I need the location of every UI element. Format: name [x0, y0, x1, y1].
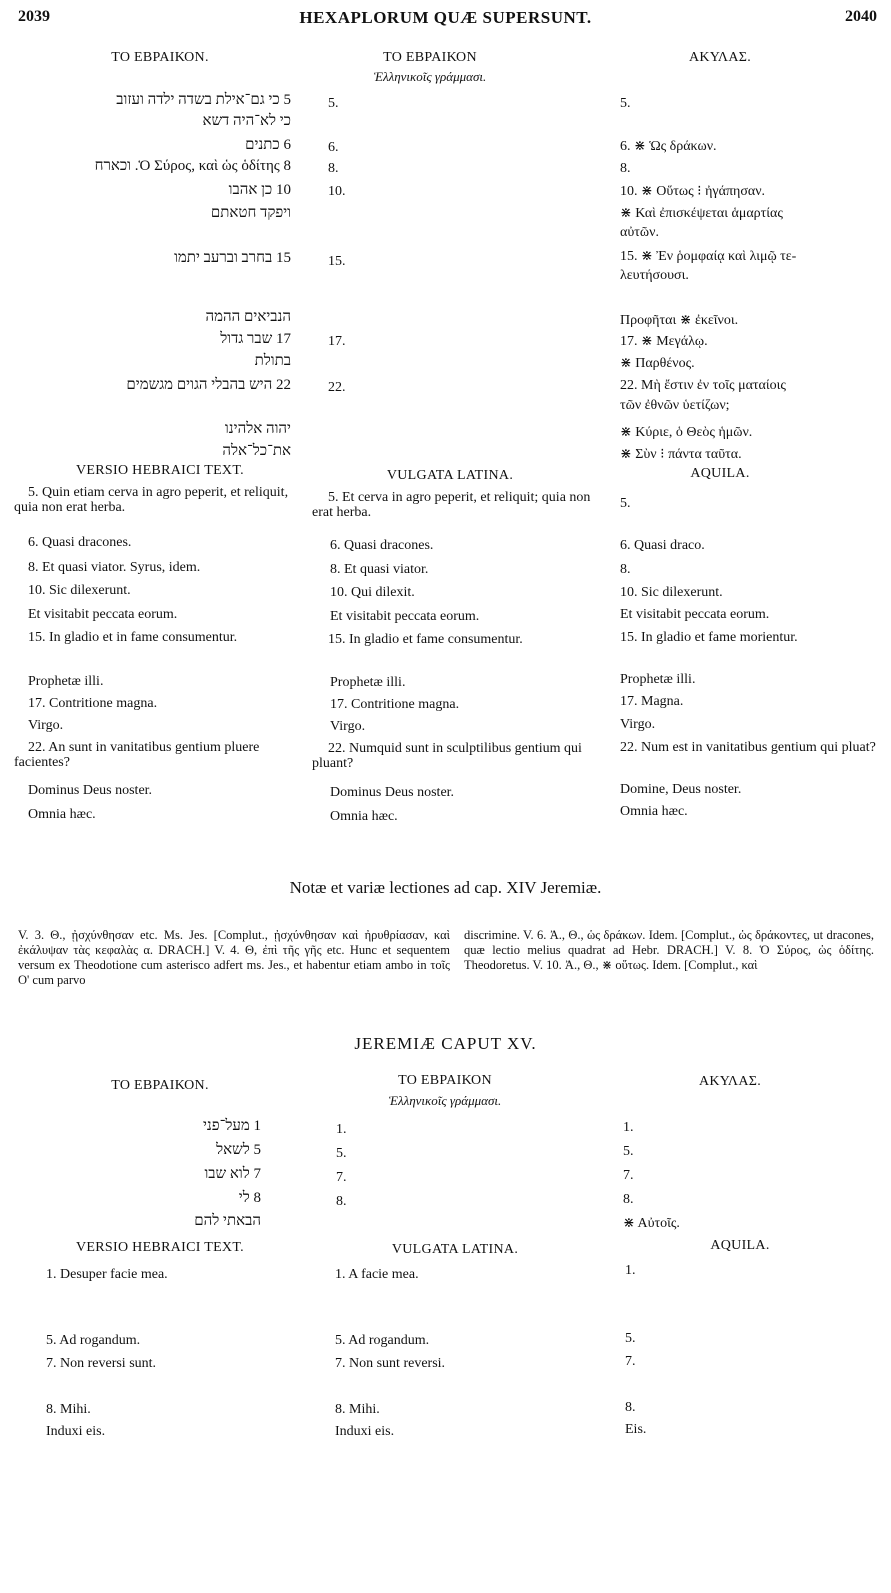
notes-title: Notæ et variæ lectiones ad cap. XIV Jeremiæ.	[289, 878, 602, 897]
hebrew-line: 5 לשאל	[216, 1142, 261, 1158]
verse-number: 15.	[328, 254, 346, 269]
versio-line: 5. Ad rogandum.	[46, 1333, 141, 1348]
aquila-greek-line: 15. ⋇ Ἐν ῥομφαίᾳ καὶ λιμῷ τε-	[620, 249, 797, 264]
aquila-greek-line: 5.	[620, 96, 631, 111]
hebrew-line: 6 כתנים	[245, 137, 291, 153]
vulgata-line: 22. Numquid sunt in sculptilibus gentium qui pluant?	[312, 741, 582, 771]
vulgata-line: 15. In gladio et fame consumentur.	[328, 632, 523, 647]
vulgata-line: Et visitabit peccata eorum.	[330, 609, 480, 624]
hebrew-line: את־כל־אלה	[222, 443, 291, 459]
versio-line: Omnia hæc.	[28, 807, 96, 822]
aquila-greek-line: ⋇ Κύριε, ὁ Θεὸς ἡμῶν.	[620, 425, 753, 440]
vulgata-line: 6. Quasi dracones.	[330, 538, 434, 553]
page-number-left: 2039	[18, 8, 50, 25]
versio-line: 7. Non reversi sunt.	[46, 1356, 157, 1371]
latin-header-vulgata: VULGATA LATINA.	[386, 468, 514, 483]
hebrew-line: יהוה אלהינו	[224, 421, 291, 437]
vulgata-line: 8. Et quasi viator.	[330, 562, 429, 577]
latin-header-aquila: AQUILA.	[690, 466, 750, 481]
verse-number: 6.	[328, 140, 339, 155]
vulgata-line: Dominus Deus noster.	[330, 785, 455, 800]
aquila-latin-line: Domine, Deus noster.	[620, 782, 742, 797]
latin-header-vulgata: VULGATA LATINA.	[391, 1242, 519, 1257]
verse-number: 5.	[336, 1146, 347, 1161]
col-header-hebraikon: ΤΟ ΕΒΡΑΙΚΟΝ.	[111, 1078, 209, 1093]
page-number-right: 2040	[845, 8, 877, 25]
aquila-greek-line: 8.	[623, 1192, 634, 1207]
hebrew-line: 7 לוא שבו	[204, 1166, 261, 1182]
verse-number: 7.	[336, 1170, 347, 1185]
verse-number: 8.	[328, 161, 339, 176]
vulgata-line: Omnia hæc.	[330, 809, 398, 824]
aquila-greek-line: Προφῆται ⋇ ἐκεῖνοι.	[620, 313, 739, 328]
aquila-greek-line: 17. ⋇ Μεγάλῳ.	[620, 334, 708, 349]
aquila-greek-line: 22. Μὴ ἔστιν ἐν τοῖς ματαίοις	[620, 378, 786, 393]
aquila-latin-line: Prophetæ illi.	[620, 672, 696, 687]
versio-line: 8. Et quasi viator. Syrus, idem.	[28, 560, 201, 575]
vulgata-line: 17. Contritione magna.	[330, 697, 460, 712]
aquila-latin-line: 15. In gladio et fame morientur.	[620, 630, 798, 645]
aquila-latin-line: Et visitabit peccata eorum.	[620, 607, 770, 622]
col-header-akylas: ΑΚΥΛΑΣ.	[698, 1074, 762, 1089]
versio-line: 5. Quin etiam cerva in agro peperit, et reliquit, quia non erat herba.	[14, 485, 289, 515]
aquila-latin-line: 6. Quasi draco.	[620, 538, 705, 553]
aquila-latin-line: 5.	[625, 1331, 636, 1346]
hebrew-line: 1 מעל־פני	[202, 1118, 261, 1134]
verse-number: 10.	[328, 184, 346, 199]
aquila-greek-line: 6. ⋇ Ὡς δράκων.	[620, 139, 717, 154]
aquila-latin-line: Virgo.	[620, 717, 656, 732]
aquila-latin-line: 17. Magna.	[620, 694, 684, 709]
aquila-greek-line: τῶν ἐθνῶν ὑετίζων;	[620, 398, 730, 413]
versio-line: Induxi eis.	[46, 1424, 106, 1439]
notes-left-column: V. 3. Θ., ᾐσχύνθησαν etc. Ms. Jes. [Complut., ᾐσχύνθησαν καὶ ἠρυθρίασαν, καὶ ἐκάλυψαν τὰς κεφαλὰς α. DRACH.] V. 4. Θ, ἐπὶ τῆς γῆς etc. Hunc et sequentem versum ex Theodotione cum asterisco adfert ms. Jes., et habentur etiam ambo in τοῖς Ο' cum parvo	[18, 928, 450, 987]
aquila-greek-line: λευτήσουσι.	[620, 268, 689, 283]
versio-line: 22. An sunt in vanitatibus gentium pluere facientes?	[14, 740, 260, 770]
notes-right-column: discrimine. V. 6. Ἀ., Θ., ὡς δράκων. Idem. [Complut., ὡς δράκοντες, ut dracones, quæ lectio melius quadrat ad Hebr. DRACH.] V. 8. Ὁ Σύρος, ὡς ὁδίτης. Theodoretus. V. 10. Ἀ., Θ., ⋇ οὕτως. Idem. [Complut., καὶ	[464, 928, 874, 972]
col-subheader-greek-letters: Ἑλληνικοῖς γράμμασι.	[373, 69, 487, 84]
col-header-hebraikon: ΤΟ ΕΒΡΑΙΚΟΝ.	[111, 50, 209, 65]
versio-line: Dominus Deus noster.	[28, 783, 153, 798]
vulgata-line: 10. Qui dilexit.	[330, 585, 415, 600]
aquila-greek-line: ⋇ Παρθένος.	[620, 356, 695, 371]
vulgata-line: 7. Non sunt reversi.	[335, 1356, 446, 1371]
versio-line: Prophetæ illi.	[28, 674, 104, 689]
aquila-latin-line: 10. Sic dilexerunt.	[620, 585, 723, 600]
aquila-latin-line: 22. Num est in vanitatibus gentium qui pluat?	[620, 740, 876, 755]
latin-header-aquila: AQUILA.	[710, 1238, 770, 1253]
verse-number: 5.	[328, 96, 339, 111]
hebrew-line: 15 בחרב וברעב יתמו	[174, 250, 291, 266]
vulgata-line: 5. Ad rogandum.	[335, 1333, 430, 1348]
aquila-latin-line: Eis.	[625, 1422, 647, 1437]
aquila-latin-line: 1.	[625, 1263, 636, 1278]
hebrew-line: 22 היש בהבלי הגוים מגשמים	[126, 377, 291, 393]
hebrew-line: בתולת	[254, 353, 291, 369]
aquila-greek-line: 7.	[623, 1168, 634, 1183]
versio-line: 1. Desuper facie mea.	[46, 1267, 168, 1282]
versio-line: 8. Mihi.	[46, 1402, 91, 1417]
chapter-title: JEREMIÆ CAPUT XV.	[354, 1034, 537, 1053]
versio-line: 10. Sic dilexerunt.	[28, 583, 131, 598]
latin-header-versio: VERSIO HEBRAICI TEXT.	[76, 1240, 244, 1255]
aquila-latin-line: 8.	[620, 562, 631, 577]
aquila-greek-line: ⋇ Αὐτοῖς.	[623, 1216, 680, 1231]
running-title: HEXAPLORUM QUÆ SUPERSUNT.	[299, 8, 592, 27]
hebrew-line: הנביאים ההמה	[205, 309, 291, 325]
vulgata-line: 8. Mihi.	[335, 1402, 380, 1417]
hebrew-line: 17 שבר גדול	[220, 331, 291, 347]
aquila-greek-line: ⋇ Σὺν ⁝ πάντα ταῦτα.	[620, 447, 742, 462]
verse-number: 8.	[336, 1194, 347, 1209]
verse-number: 22.	[328, 380, 346, 395]
aquila-latin-line: 7.	[625, 1354, 636, 1369]
aquila-greek-line: 5.	[623, 1144, 634, 1159]
verse-number: 17.	[328, 334, 346, 349]
aquila-greek-line: 10. ⋇ Οὕτως ⁝ ἠγάπησαν.	[620, 184, 766, 199]
versio-line: 15. In gladio et in fame consumentur.	[28, 630, 238, 645]
hebrew-line: 10 כן אהבו	[228, 182, 291, 198]
col-header-hebraikon-greek: ΤΟ ΕΒΡΑΙΚΟΝ	[398, 1073, 492, 1088]
aquila-greek-line: 8.	[620, 161, 631, 176]
versio-line: Virgo.	[28, 718, 64, 733]
vulgata-line: 5. Et cerva in agro peperit, et reliquit; quia non erat herba.	[312, 490, 591, 520]
versio-line: Et visitabit peccata eorum.	[28, 607, 178, 622]
hebrew-line: כי לא־היה דשא	[202, 113, 291, 129]
aquila-greek-line: αὐτῶν.	[620, 225, 659, 240]
hebrew-line: 5 כי גם־אילת בשדה ילדה ועזוב	[116, 92, 291, 108]
col-header-hebraikon-greek: ΤΟ ΕΒΡΑΙΚΟΝ	[383, 50, 477, 65]
vulgata-line: Induxi eis.	[335, 1424, 395, 1439]
versio-line: 6. Quasi dracones.	[28, 535, 132, 550]
latin-header-versio: VERSIO HEBRAICI TEXT.	[76, 463, 244, 478]
verse-number: 1.	[336, 1122, 347, 1137]
hebrew-line: 8 Ὁ Σύρος, καὶ ὡς ὁδίτης. וכארח	[94, 158, 291, 174]
hebrew-line: הבאתי להם	[194, 1213, 261, 1229]
vulgata-line: 1. A facie mea.	[335, 1267, 419, 1282]
aquila-greek-line: ⋇ Καὶ ἐπισκέψεται ἁμαρτίας	[620, 206, 783, 221]
vulgata-line: Prophetæ illi.	[330, 675, 406, 690]
hebrew-line: ויפקד חטאתם	[210, 205, 291, 221]
vulgata-line: Virgo.	[330, 719, 366, 734]
aquila-latin-line: 8.	[625, 1400, 636, 1415]
aquila-greek-line: 1.	[623, 1120, 634, 1135]
aquila-latin-line: Omnia hæc.	[620, 804, 688, 819]
col-header-akylas: ΑΚΥΛΑΣ.	[688, 50, 752, 65]
col-subheader-greek-letters: Ἑλληνικοῖς γράμμασι.	[388, 1093, 502, 1108]
hebrew-line: 8 לי	[238, 1190, 261, 1206]
aquila-latin-line: 5.	[620, 496, 631, 511]
versio-line: 17. Contritione magna.	[28, 696, 158, 711]
